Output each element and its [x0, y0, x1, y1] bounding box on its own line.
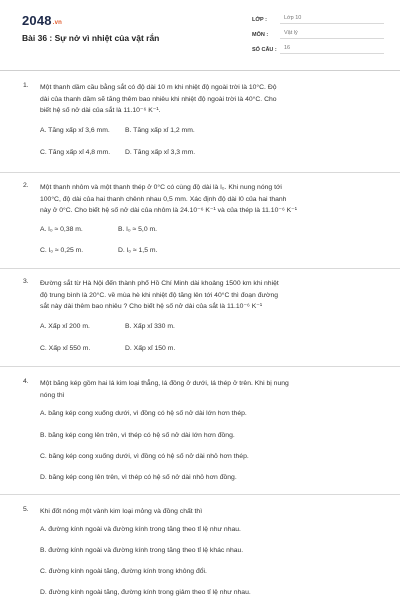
option-a[interactable]: A. Tăng xấp xỉ 3,6 mm. — [40, 127, 110, 134]
question-number: 2. — [23, 182, 29, 189]
question-number: 3. — [23, 278, 29, 285]
stem-line: Đường sắt từ Hà Nội đến thành phố Hồ Chí Minh dài khoảng 1500 km khi nhiệt — [40, 280, 279, 287]
option-c[interactable]: C. Xấp xỉ 550 m. — [40, 345, 91, 352]
stem-line: dài của thanh dầm sẽ tăng thêm bao nhiêu khi nhiệt độ ngoài trời là 40°C. Cho — [40, 95, 277, 103]
question-stem — [40, 378, 380, 401]
stem-line: Khi đốt nóng một vành kim loại mỏng và đồng chất thì — [40, 508, 203, 515]
count-value: 16 — [280, 45, 384, 54]
option-d[interactable]: D. đường kính ngoài tăng, đường kính trong giảm theo tỉ lệ như nhau. — [40, 589, 251, 596]
option-b[interactable]: B. l₀ ≈ 5,0 m. — [118, 226, 158, 233]
stem-line: sắt này dài thêm bao nhiêu ? Cho biết hệ số nở dài của sắt là 11.10⁻⁶ K⁻¹ — [40, 303, 263, 310]
option-c[interactable]: C. băng kép cong xuống dưới, vì đồng có hệ số nở dài nhỏ hơn thép. — [40, 453, 249, 460]
question-number: 4. — [23, 378, 29, 385]
class-value: Lớp 10 — [280, 15, 384, 24]
question-stem — [40, 82, 380, 117]
logo-text: 2048 — [22, 13, 52, 28]
logo-suffix: .vn — [52, 20, 63, 26]
option-b[interactable]: B. Xấp xỉ 330 m. — [125, 323, 175, 330]
option-c[interactable]: C. l₀ ≈ 0,25 m. — [40, 247, 84, 254]
class-label: LỚP : — [252, 16, 267, 23]
subject-label: MÔN : — [252, 31, 269, 38]
stem-line: nóng thì — [40, 391, 65, 399]
question-number: 1. — [23, 82, 29, 89]
option-a[interactable]: A. l₀ ≈ 0,38 m. — [40, 226, 83, 233]
option-d[interactable]: D. băng kép cong lên trên, vì thép có hệ số nở dài nhỏ hơn đồng. — [40, 474, 237, 481]
question-divider — [0, 494, 400, 495]
stem-line: độ trung bình là 20°C. về mùa hè khi nhiệt độ tăng lên tới 40°C thì đoạn đường — [40, 291, 279, 299]
option-a[interactable]: A. băng kép cong xuống dưới, vì đồng có hệ số nở dài lớn hơn thép. — [40, 410, 247, 417]
option-b[interactable]: B. đường kính ngoài và đường kính trong tăng theo tỉ lệ khác nhau. — [40, 547, 244, 554]
class-row — [252, 15, 384, 24]
stem-line: 100°C, độ dài của hai thanh chênh nhau 0,5 mm. Xác định độ dài l0 của hai thanh — [40, 195, 287, 203]
subject-value: Vật lý — [280, 30, 384, 39]
option-d[interactable]: D. Xấp xỉ 150 m. — [125, 345, 176, 352]
question-stem — [40, 182, 380, 217]
stem-line: Một băng kép gồm hai lá kim loại thẳng, lá đồng ở dưới, lá thép ở trên. Khi bị nung — [40, 380, 289, 387]
subject-row — [252, 30, 384, 39]
question-stem — [40, 506, 380, 518]
lesson-title: Bài 36 : Sự nở vì nhiệt của vật rắn — [22, 33, 160, 43]
count-row — [252, 45, 384, 54]
stem-line: Một thanh dầm cầu bằng sắt có độ dài 10 m khi nhiệt độ ngoài trời là 10°C. Độ — [40, 84, 277, 91]
question-divider — [0, 268, 400, 269]
count-label: SỐ CÂU : — [252, 46, 277, 53]
question-divider — [0, 366, 400, 367]
option-c[interactable]: C. đường kính ngoài tăng, đường kính trong không đổi. — [40, 568, 207, 575]
option-c[interactable]: C. Tăng xấp xỉ 4,8 mm. — [40, 149, 111, 156]
stem-line: này ở 0°C. Cho biết hệ số nở dài của nhôm là 24.10⁻⁶ K⁻¹ và của thép là 11.10⁻⁶ K⁻¹ — [40, 207, 298, 214]
page-header — [0, 0, 400, 62]
option-a[interactable]: A. Xấp xỉ 200 m. — [40, 323, 90, 330]
stem-line: biết hệ số nở dài của sắt là 11.10⁻⁶ K⁻¹. — [40, 107, 161, 114]
question-divider — [0, 172, 400, 173]
header-divider — [0, 70, 400, 71]
option-d[interactable]: D. Tăng xấp xỉ 3,3 mm. — [125, 149, 196, 156]
site-logo[interactable] — [22, 13, 62, 28]
option-b[interactable]: B. băng kép cong lên trên, vì thép có hệ số nở dài lớn hơn đồng. — [40, 432, 235, 439]
question-stem — [40, 278, 380, 313]
option-d[interactable]: D. l₀ ≈ 1,5 m. — [118, 247, 158, 254]
option-a[interactable]: A. đường kính ngoài và đường kính trong tăng theo tỉ lệ như nhau. — [40, 526, 241, 533]
stem-line: Một thanh nhôm và một thanh thép ở 0°C có cùng độ dài là l₀. Khi nung nóng tới — [40, 184, 282, 191]
question-number: 5. — [23, 506, 29, 513]
option-b[interactable]: B. Tăng xấp xỉ 1,2 mm. — [125, 127, 195, 134]
